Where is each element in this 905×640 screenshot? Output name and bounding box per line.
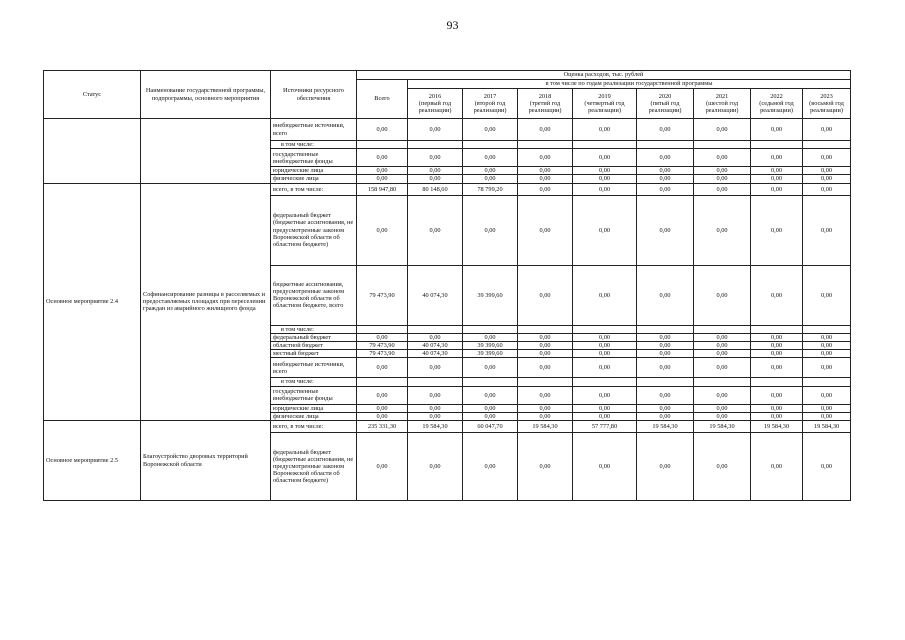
total-value-cell: 0,00: [357, 119, 408, 141]
year-value-cell: [751, 378, 803, 386]
year-value-cell: [803, 378, 851, 386]
year-value-cell: 0,00: [637, 149, 694, 167]
year-value-cell: 0,00: [463, 404, 518, 412]
year-value-cell: 40 074,30: [408, 342, 463, 350]
year-value-cell: 0,00: [573, 183, 637, 195]
year-value-cell: 0,00: [751, 119, 803, 141]
year-note: (второй год реализации): [473, 99, 507, 115]
year-label: 2022: [770, 92, 783, 100]
year-value-cell: [751, 325, 803, 333]
year-value-cell: 0,00: [573, 149, 637, 167]
year-value-cell: 0,00: [518, 149, 573, 167]
year-value-cell: 0,00: [751, 265, 803, 325]
year-value-cell: 0,00: [518, 167, 573, 175]
year-value-cell: 19 584,30: [751, 421, 803, 433]
year-value-cell: 0,00: [803, 175, 851, 183]
year-value-cell: [573, 141, 637, 149]
header-year-2017: [463, 89, 518, 119]
year-value-cell: 19 584,30: [518, 421, 573, 433]
year-value-cell: 0,00: [751, 433, 803, 501]
source-cell: внебюджетные источники, всего: [271, 119, 357, 141]
year-value-cell: 19 584,30: [694, 421, 751, 433]
year-value-cell: 0,00: [637, 175, 694, 183]
year-value-cell: 0,00: [637, 342, 694, 350]
source-cell: государственные внебюджетные фонды: [271, 149, 357, 167]
year-value-cell: 0,00: [803, 358, 851, 378]
year-value-cell: 0,00: [694, 404, 751, 412]
source-cell: юридические лица: [271, 167, 357, 175]
year-value-cell: 0,00: [803, 195, 851, 265]
year-value-cell: 0,00: [573, 342, 637, 350]
year-value-cell: 0,00: [803, 404, 851, 412]
year-value-cell: 0,00: [751, 358, 803, 378]
year-value-cell: 0,00: [751, 183, 803, 195]
year-value-cell: 0,00: [573, 358, 637, 378]
year-value-cell: 0,00: [694, 433, 751, 501]
year-value-cell: 0,00: [573, 433, 637, 501]
year-value-cell: [751, 141, 803, 149]
year-value-cell: [637, 325, 694, 333]
year-value-cell: 0,00: [573, 175, 637, 183]
year-value-cell: 40 074,30: [408, 350, 463, 358]
year-note: (первый год реализации): [418, 99, 452, 115]
year-value-cell: 0,00: [751, 350, 803, 358]
status-cell: [44, 119, 141, 184]
year-value-cell: 0,00: [463, 333, 518, 341]
year-value-cell: 0,00: [518, 342, 573, 350]
year-value-cell: 0,00: [637, 195, 694, 265]
year-value-cell: 0,00: [573, 265, 637, 325]
year-label: 2018: [538, 92, 552, 100]
year-label: 2020: [658, 92, 672, 100]
year-value-cell: [694, 141, 751, 149]
source-cell: всего, в том числе:: [271, 421, 357, 433]
year-value-cell: 78 799,20: [463, 183, 518, 195]
year-value-cell: 0,00: [463, 167, 518, 175]
year-value-cell: 0,00: [518, 358, 573, 378]
year-value-cell: 0,00: [463, 386, 518, 404]
table-row: [44, 119, 851, 141]
year-value-cell: 0,00: [518, 433, 573, 501]
year-value-cell: 0,00: [518, 265, 573, 325]
total-value-cell: 0,00: [357, 167, 408, 175]
source-cell: физические лица: [271, 412, 357, 420]
year-value-cell: 0,00: [518, 183, 573, 195]
total-value-cell: [357, 378, 408, 386]
year-value-cell: 0,00: [408, 119, 463, 141]
header-estimate: Оценка расходов, тыс. рублей: [357, 71, 851, 80]
source-cell: федеральный бюджет (бюджетные ассигнования, не предусмотренные законом Воронежской области об областном бюджете): [271, 433, 357, 501]
year-value-cell: 0,00: [573, 412, 637, 420]
table-row: [44, 421, 851, 433]
source-cell: федеральный бюджет (бюджетные ассигнования, не предусмотренные законом Воронежской области об областном бюджете): [271, 195, 357, 265]
year-value-cell: [803, 141, 851, 149]
total-value-cell: 79 473,90: [357, 342, 408, 350]
year-value-cell: 0,00: [637, 404, 694, 412]
year-value-cell: 0,00: [408, 149, 463, 167]
total-value-cell: 0,00: [357, 333, 408, 341]
total-value-cell: 0,00: [357, 412, 408, 420]
year-value-cell: 0,00: [803, 333, 851, 341]
total-value-cell: 235 331,30: [357, 421, 408, 433]
year-value-cell: 80 148,60: [408, 183, 463, 195]
header-by-years: в том числе по годам реализации государственной программы: [408, 80, 851, 89]
total-value-cell: 0,00: [357, 404, 408, 412]
year-value-cell: [518, 141, 573, 149]
year-value-cell: [573, 378, 637, 386]
header-status: Статус: [44, 71, 141, 119]
year-label: 2017: [483, 92, 497, 100]
source-cell: бюджетные ассигнования, предусмотренные законом Воронежской области об областном бюджете, всего: [271, 265, 357, 325]
year-value-cell: 0,00: [573, 167, 637, 175]
status-cell: Основное мероприятие 2.5: [44, 421, 141, 501]
measure-name-cell: [141, 119, 271, 184]
year-value-cell: 0,00: [694, 358, 751, 378]
year-value-cell: 0,00: [463, 412, 518, 420]
table-row: [44, 183, 851, 195]
source-cell: юридические лица: [271, 404, 357, 412]
year-value-cell: 0,00: [803, 119, 851, 141]
year-note: (седьмой год реализации): [759, 99, 794, 115]
year-value-cell: 0,00: [694, 149, 751, 167]
source-cell: в том числе:: [271, 325, 357, 333]
year-value-cell: 0,00: [803, 149, 851, 167]
year-value-cell: 0,00: [694, 195, 751, 265]
year-value-cell: 0,00: [637, 265, 694, 325]
year-value-cell: 0,00: [408, 386, 463, 404]
year-value-cell: 0,00: [637, 386, 694, 404]
header-year-2023: [803, 89, 851, 119]
source-cell: внебюджетные источники, всего: [271, 358, 357, 378]
header-year-2018: [518, 89, 573, 119]
header-year-2021: [694, 89, 751, 119]
total-value-cell: 79 473,90: [357, 350, 408, 358]
year-value-cell: 0,00: [573, 386, 637, 404]
year-value-cell: 0,00: [408, 412, 463, 420]
year-value-cell: 0,00: [694, 119, 751, 141]
year-value-cell: 0,00: [518, 333, 573, 341]
total-value-cell: 0,00: [357, 386, 408, 404]
year-label: 2016: [428, 92, 442, 100]
year-value-cell: 0,00: [463, 175, 518, 183]
year-value-cell: 0,00: [408, 404, 463, 412]
year-value-cell: 0,00: [463, 195, 518, 265]
year-value-cell: 0,00: [694, 167, 751, 175]
year-note: (шестой год реализации): [705, 99, 739, 115]
year-value-cell: 0,00: [694, 175, 751, 183]
year-value-cell: 40 074,30: [408, 265, 463, 325]
year-value-cell: 0,00: [463, 433, 518, 501]
header-year-2020: [637, 89, 694, 119]
year-value-cell: 0,00: [637, 167, 694, 175]
year-value-cell: [408, 141, 463, 149]
year-value-cell: [463, 325, 518, 333]
year-value-cell: [694, 325, 751, 333]
total-value-cell: 0,00: [357, 149, 408, 167]
header-year-2016: [408, 89, 463, 119]
total-value-cell: 0,00: [357, 195, 408, 265]
year-value-cell: 0,00: [518, 350, 573, 358]
year-value-cell: 0,00: [573, 119, 637, 141]
year-note: (пятый год реализации): [648, 99, 682, 115]
total-value-cell: 0,00: [357, 175, 408, 183]
year-value-cell: [518, 325, 573, 333]
year-value-cell: 0,00: [751, 333, 803, 341]
year-value-cell: 0,00: [408, 358, 463, 378]
year-value-cell: [518, 378, 573, 386]
header-total: Всего: [357, 80, 408, 119]
year-value-cell: 0,00: [803, 265, 851, 325]
year-value-cell: [463, 141, 518, 149]
year-value-cell: 0,00: [518, 175, 573, 183]
total-value-cell: 0,00: [357, 358, 408, 378]
year-value-cell: 0,00: [751, 386, 803, 404]
year-value-cell: 0,00: [803, 350, 851, 358]
year-note: (восьмой год реализации): [809, 99, 844, 115]
source-cell: государственные внебюджетные фонды: [271, 386, 357, 404]
year-value-cell: 0,00: [751, 404, 803, 412]
year-value-cell: 0,00: [637, 350, 694, 358]
year-value-cell: 0,00: [694, 342, 751, 350]
year-value-cell: [803, 325, 851, 333]
source-cell: всего, в том числе:: [271, 183, 357, 195]
year-value-cell: 0,00: [803, 433, 851, 501]
source-cell: федеральный бюджет: [271, 333, 357, 341]
year-value-cell: [408, 378, 463, 386]
header-year-2019: [573, 89, 637, 119]
year-value-cell: [463, 378, 518, 386]
year-note: (четвертый год реализации): [584, 99, 625, 115]
total-value-cell: 0,00: [357, 433, 408, 501]
year-value-cell: 0,00: [573, 333, 637, 341]
header-source: Источники ресурсного обеспечения: [271, 71, 357, 119]
year-value-cell: 57 777,80: [573, 421, 637, 433]
year-value-cell: 0,00: [637, 358, 694, 378]
year-value-cell: 0,00: [803, 386, 851, 404]
year-label: 2019: [598, 92, 611, 100]
year-value-cell: [637, 141, 694, 149]
year-value-cell: 0,00: [751, 195, 803, 265]
year-value-cell: 0,00: [803, 342, 851, 350]
year-value-cell: 0,00: [518, 404, 573, 412]
year-value-cell: 0,00: [408, 175, 463, 183]
page-number: 93: [446, 18, 459, 32]
year-value-cell: [408, 325, 463, 333]
year-value-cell: 0,00: [803, 412, 851, 420]
header-year-2022: [751, 89, 803, 119]
source-cell: местный бюджет: [271, 350, 357, 358]
total-value-cell: 158 947,80: [357, 183, 408, 195]
year-value-cell: 19 584,30: [408, 421, 463, 433]
total-value-cell: 79 473,90: [357, 265, 408, 325]
year-value-cell: 60 047,70: [463, 421, 518, 433]
year-value-cell: 0,00: [694, 386, 751, 404]
source-cell: физические лица: [271, 175, 357, 183]
year-value-cell: 0,00: [463, 149, 518, 167]
year-value-cell: 0,00: [408, 433, 463, 501]
year-value-cell: 0,00: [637, 183, 694, 195]
measure-name-cell: Благоустройство дворовых территорий Воронежской области: [141, 421, 271, 501]
source-cell: областной бюджет: [271, 342, 357, 350]
year-value-cell: 0,00: [518, 195, 573, 265]
header-name: Наименование государственной программы, подпрограммы, основного мероприятия: [141, 71, 271, 119]
year-value-cell: 0,00: [518, 119, 573, 141]
year-value-cell: 0,00: [573, 404, 637, 412]
measure-name-cell: Софинансирование разницы в расселяемых и предоставляемых площадях при переселении граждан из аварийного жилищного фонда: [141, 183, 271, 420]
year-value-cell: 0,00: [637, 412, 694, 420]
total-value-cell: [357, 141, 408, 149]
year-value-cell: 0,00: [408, 195, 463, 265]
year-value-cell: 0,00: [803, 183, 851, 195]
total-value-cell: [357, 325, 408, 333]
year-value-cell: 39 399,60: [463, 342, 518, 350]
year-label: 2021: [715, 92, 729, 100]
year-value-cell: 0,00: [694, 265, 751, 325]
year-value-cell: 0,00: [518, 386, 573, 404]
year-value-cell: 0,00: [463, 358, 518, 378]
year-note: (третий год реализации): [528, 99, 562, 115]
year-value-cell: 0,00: [751, 342, 803, 350]
expenditure-table: [43, 70, 851, 501]
year-value-cell: 0,00: [694, 183, 751, 195]
year-value-cell: 0,00: [694, 333, 751, 341]
year-value-cell: 0,00: [694, 412, 751, 420]
source-cell: в том числе:: [271, 141, 357, 149]
year-value-cell: 0,00: [751, 175, 803, 183]
year-value-cell: 0,00: [637, 433, 694, 501]
year-value-cell: 0,00: [408, 167, 463, 175]
year-value-cell: [637, 378, 694, 386]
year-value-cell: 19 584,30: [637, 421, 694, 433]
year-value-cell: 0,00: [573, 195, 637, 265]
source-cell: в том числе:: [271, 378, 357, 386]
year-value-cell: 0,00: [751, 167, 803, 175]
year-value-cell: 39 399,60: [463, 265, 518, 325]
year-value-cell: 0,00: [637, 119, 694, 141]
year-value-cell: 0,00: [573, 350, 637, 358]
year-value-cell: 0,00: [751, 149, 803, 167]
year-value-cell: [694, 378, 751, 386]
year-value-cell: 39 399,60: [463, 350, 518, 358]
year-value-cell: 0,00: [694, 350, 751, 358]
year-label: 2023: [820, 92, 833, 100]
year-value-cell: 0,00: [463, 119, 518, 141]
year-value-cell: 19 584,30: [803, 421, 851, 433]
status-cell: Основное мероприятие 2.4: [44, 183, 141, 420]
year-value-cell: 0,00: [751, 412, 803, 420]
year-value-cell: 0,00: [803, 167, 851, 175]
year-value-cell: 0,00: [518, 412, 573, 420]
year-value-cell: 0,00: [408, 333, 463, 341]
year-value-cell: 0,00: [637, 333, 694, 341]
year-value-cell: [573, 325, 637, 333]
